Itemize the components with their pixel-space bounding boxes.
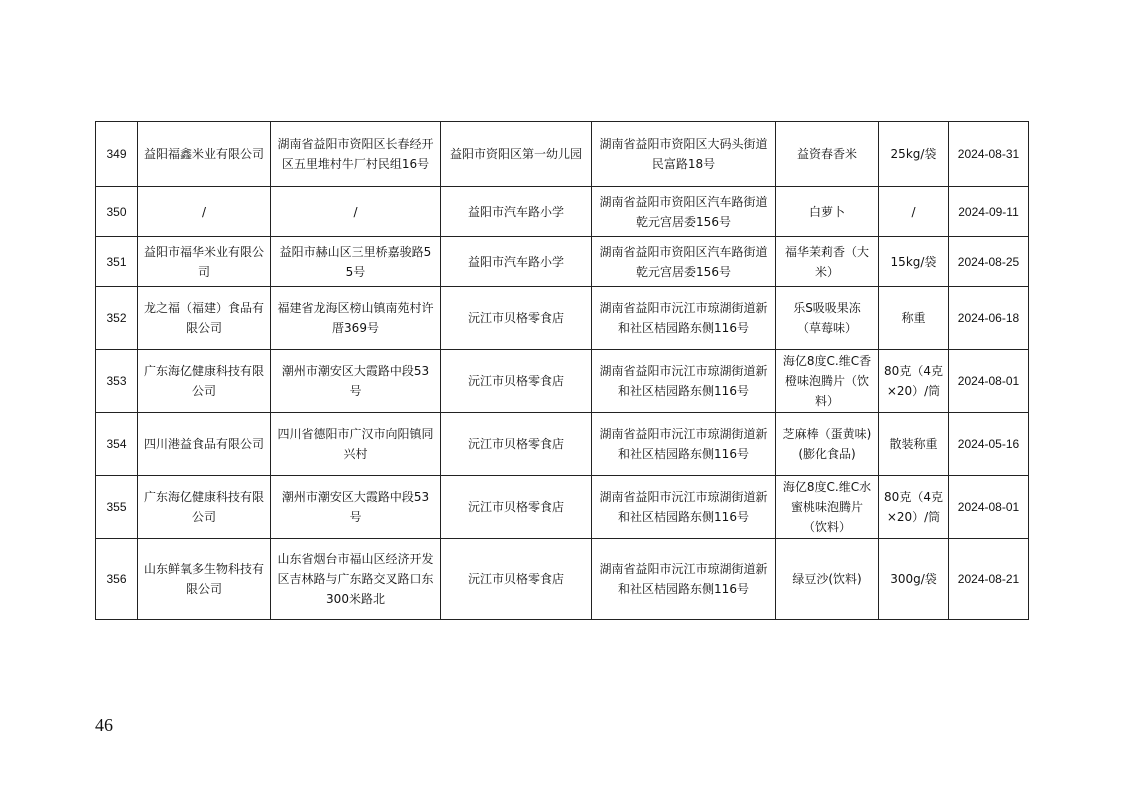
row-number: 355 xyxy=(96,476,138,539)
producer-name: 益阳福鑫米业有限公司 xyxy=(138,122,271,187)
producer-address: 潮州市潮安区大霞路中段53号 xyxy=(271,476,441,539)
producer-address: 四川省德阳市广汉市向阳镇同兴村 xyxy=(271,413,441,476)
producer-name: 广东海亿健康科技有限公司 xyxy=(138,476,271,539)
product-name: 白萝卜 xyxy=(776,187,879,237)
table-row xyxy=(96,287,1029,350)
product-spec: 300g/袋 xyxy=(879,539,949,620)
product-name: 益资春香米 xyxy=(776,122,879,187)
production-date: 2024-08-21 xyxy=(949,539,1029,620)
sampled-unit: 沅江市贝格零食店 xyxy=(441,539,592,620)
product-spec: 80克（4克×20）/筒 xyxy=(879,350,949,413)
product-spec: / xyxy=(879,187,949,237)
producer-address: 山东省烟台市福山区经济开发区吉林路与广东路交叉路口东300米路北 xyxy=(271,539,441,620)
producer-name: / xyxy=(138,187,271,237)
row-number: 353 xyxy=(96,350,138,413)
producer-name: 益阳市福华米业有限公司 xyxy=(138,237,271,287)
table-row xyxy=(96,187,1029,237)
production-date: 2024-08-01 xyxy=(949,350,1029,413)
sampled-unit-address: 湖南省益阳市沅江市琼湖街道新和社区桔园路东侧116号 xyxy=(592,539,776,620)
sampled-unit: 益阳市汽车路小学 xyxy=(441,187,592,237)
product-name: 海亿8度C.维C香橙味泡腾片（饮料） xyxy=(776,350,879,413)
sampled-unit: 沅江市贝格零食店 xyxy=(441,287,592,350)
sampled-unit-address: 湖南省益阳市资阳区汽车路街道乾元宫居委156号 xyxy=(592,237,776,287)
sampled-unit: 益阳市资阳区第一幼儿园 xyxy=(441,122,592,187)
page-number: 46 xyxy=(95,715,113,735)
row-number: 352 xyxy=(96,287,138,350)
sampling-results-table xyxy=(95,121,1029,620)
product-spec: 称重 xyxy=(879,287,949,350)
product-name: 福华茉莉香（大米） xyxy=(776,237,879,287)
producer-name: 山东鲜氧多生物科技有限公司 xyxy=(138,539,271,620)
product-name: 乐S吸吸果冻（草莓味） xyxy=(776,287,879,350)
sampled-unit: 沅江市贝格零食店 xyxy=(441,350,592,413)
table-row xyxy=(96,539,1029,620)
producer-address: 福建省龙海区榜山镇南苑村许厝369号 xyxy=(271,287,441,350)
producer-address: 益阳市赫山区三里桥嘉骏路55号 xyxy=(271,237,441,287)
table-row xyxy=(96,350,1029,413)
table-row xyxy=(96,476,1029,539)
product-spec: 25kg/袋 xyxy=(879,122,949,187)
table-row xyxy=(96,413,1029,476)
table-row xyxy=(96,122,1029,187)
producer-address: 潮州市潮安区大霞路中段53号 xyxy=(271,350,441,413)
production-date: 2024-08-01 xyxy=(949,476,1029,539)
producer-address: 湖南省益阳市资阳区长春经开区五里堆村牛厂村民组16号 xyxy=(271,122,441,187)
sampled-unit-address: 湖南省益阳市沅江市琼湖街道新和社区桔园路东侧116号 xyxy=(592,287,776,350)
product-name: 芝麻棒（蛋黄味)(膨化食品) xyxy=(776,413,879,476)
sampled-unit-address: 湖南省益阳市沅江市琼湖街道新和社区桔园路东侧116号 xyxy=(592,350,776,413)
row-number: 356 xyxy=(96,539,138,620)
product-spec: 80克（4克×20）/筒 xyxy=(879,476,949,539)
row-number: 350 xyxy=(96,187,138,237)
product-spec: 散装称重 xyxy=(879,413,949,476)
production-date: 2024-08-25 xyxy=(949,237,1029,287)
producer-name: 龙之福（福建）食品有限公司 xyxy=(138,287,271,350)
sampled-unit: 沅江市贝格零食店 xyxy=(441,476,592,539)
product-spec: 15kg/袋 xyxy=(879,237,949,287)
sampled-unit: 益阳市汽车路小学 xyxy=(441,237,592,287)
production-date: 2024-09-11 xyxy=(949,187,1029,237)
table-row xyxy=(96,237,1029,287)
producer-name: 广东海亿健康科技有限公司 xyxy=(138,350,271,413)
row-number: 349 xyxy=(96,122,138,187)
row-number: 351 xyxy=(96,237,138,287)
product-name: 绿豆沙(饮料) xyxy=(776,539,879,620)
sampled-unit-address: 湖南省益阳市沅江市琼湖街道新和社区桔园路东侧116号 xyxy=(592,413,776,476)
production-date: 2024-06-18 xyxy=(949,287,1029,350)
row-number: 354 xyxy=(96,413,138,476)
production-date: 2024-08-31 xyxy=(949,122,1029,187)
production-date: 2024-05-16 xyxy=(949,413,1029,476)
sampled-unit: 沅江市贝格零食店 xyxy=(441,413,592,476)
sampled-unit-address: 湖南省益阳市资阳区大码头街道民富路18号 xyxy=(592,122,776,187)
sampled-unit-address: 湖南省益阳市沅江市琼湖街道新和社区桔园路东侧116号 xyxy=(592,476,776,539)
sampled-unit-address: 湖南省益阳市资阳区汽车路街道乾元宫居委156号 xyxy=(592,187,776,237)
product-name: 海亿8度C.维C水蜜桃味泡腾片（饮料） xyxy=(776,476,879,539)
producer-address: / xyxy=(271,187,441,237)
producer-name: 四川港益食品有限公司 xyxy=(138,413,271,476)
